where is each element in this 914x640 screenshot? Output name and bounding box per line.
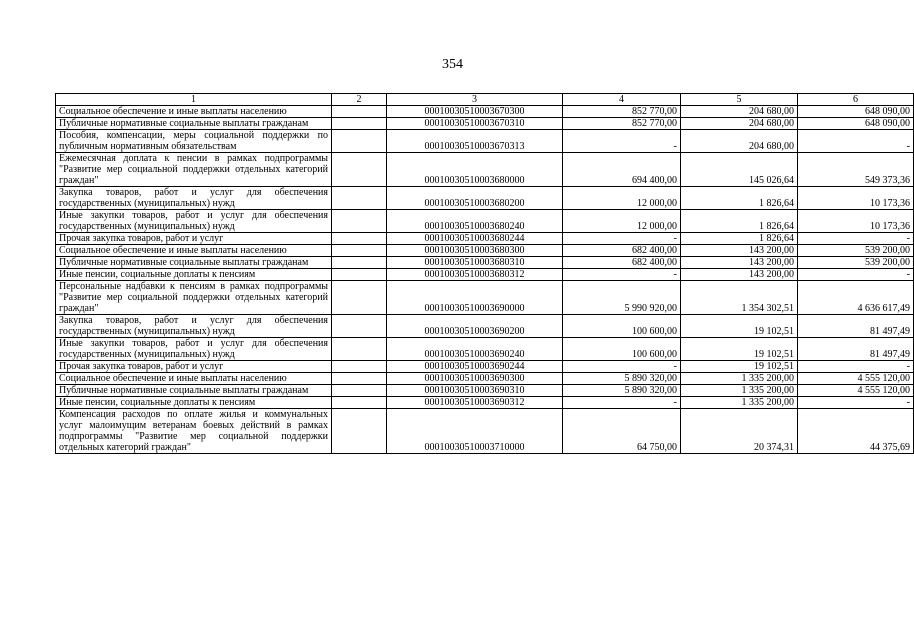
row-name-cell: Социальное обеспечение и иные выплаты населению (56, 106, 332, 118)
row-col2-cell (332, 315, 387, 338)
table-row (56, 210, 914, 233)
row-col5-cell: 19 102,51 (681, 338, 798, 361)
row-col5-cell: 1 335 200,00 (681, 373, 798, 385)
budget-table (55, 93, 914, 454)
row-col5-cell: 1 826,64 (681, 233, 798, 245)
row-col6-cell: 10 173,36 (798, 210, 914, 233)
row-name-cell: Публичные нормативные социальные выплаты гражданам (56, 385, 332, 397)
row-col6-cell: 549 373,36 (798, 153, 914, 187)
header-col-3: 3 (387, 94, 563, 106)
row-col4-cell: - (563, 361, 681, 373)
row-col6-cell: - (798, 269, 914, 281)
row-name-cell: Прочая закупка товаров, работ и услуг (56, 361, 332, 373)
page-number: 354 (442, 57, 463, 72)
row-col2-cell (332, 245, 387, 257)
row-col4-cell: - (563, 130, 681, 153)
row-col6-cell: 4 636 617,49 (798, 281, 914, 315)
row-name-cell: Компенсация расходов по оплате жилья и коммунальных услуг малоимущим ветеранам боевых действий в рамках подпрограммы "Развитие мер социальной поддержки отдельных категорий граждан" (56, 409, 332, 454)
row-code-cell: 00010030510003690300 (387, 373, 563, 385)
row-col2-cell (332, 361, 387, 373)
header-col-4: 4 (563, 94, 681, 106)
table-header (56, 94, 914, 106)
row-col2-cell (332, 281, 387, 315)
table-row (56, 233, 914, 245)
row-col2-cell (332, 118, 387, 130)
row-col2-cell (332, 257, 387, 269)
row-col5-cell: 19 102,51 (681, 315, 798, 338)
row-col6-cell: 648 090,00 (798, 106, 914, 118)
row-code-cell: 00010030510003690000 (387, 281, 563, 315)
row-col5-cell: 145 026,64 (681, 153, 798, 187)
row-name-cell: Публичные нормативные социальные выплаты гражданам (56, 118, 332, 130)
row-col6-cell: 10 173,36 (798, 187, 914, 210)
row-name-cell: Ежемесячная доплата к пенсии в рамках подпрограммы "Развитие мер социальной поддержки отдельных категорий граждан" (56, 153, 332, 187)
row-name-cell: Персональные надбавки к пенсиям в рамках подпрограммы "Развитие мер социальной поддержки отдельных категорий граждан" (56, 281, 332, 315)
row-col4-cell: 682 400,00 (563, 245, 681, 257)
table-row (56, 361, 914, 373)
row-col5-cell: 19 102,51 (681, 361, 798, 373)
row-col6-cell: - (798, 233, 914, 245)
row-code-cell: 00010030510003670313 (387, 130, 563, 153)
row-code-cell: 00010030510003670310 (387, 118, 563, 130)
row-code-cell: 00010030510003690240 (387, 338, 563, 361)
row-col5-cell: 1 354 302,51 (681, 281, 798, 315)
row-name-cell: Публичные нормативные социальные выплаты гражданам (56, 257, 332, 269)
table-row (56, 257, 914, 269)
row-col2-cell (332, 373, 387, 385)
row-col4-cell: - (563, 269, 681, 281)
row-code-cell: 00010030510003680300 (387, 245, 563, 257)
row-col2-cell (332, 187, 387, 210)
row-col2-cell (332, 269, 387, 281)
row-code-cell: 00010030510003710000 (387, 409, 563, 454)
row-col4-cell: 5 890 320,00 (563, 385, 681, 397)
table-row (56, 385, 914, 397)
table-row (56, 106, 914, 118)
row-col5-cell: 143 200,00 (681, 257, 798, 269)
row-col6-cell: 648 090,00 (798, 118, 914, 130)
row-col5-cell: 1 335 200,00 (681, 385, 798, 397)
row-col5-cell: 1 826,64 (681, 210, 798, 233)
row-col6-cell: 539 200,00 (798, 257, 914, 269)
row-col6-cell: - (798, 361, 914, 373)
row-col2-cell (332, 130, 387, 153)
header-col-2: 2 (332, 94, 387, 106)
row-col2-cell (332, 397, 387, 409)
row-col4-cell: 682 400,00 (563, 257, 681, 269)
row-col4-cell: - (563, 233, 681, 245)
row-col6-cell: 4 555 120,00 (798, 373, 914, 385)
row-code-cell: 00010030510003680200 (387, 187, 563, 210)
row-col4-cell: 100 600,00 (563, 315, 681, 338)
row-col6-cell: 81 497,49 (798, 338, 914, 361)
table-row (56, 153, 914, 187)
table-row (56, 118, 914, 130)
row-name-cell: Закупка товаров, работ и услуг для обеспечения государственных (муниципальных) нужд (56, 187, 332, 210)
row-col2-cell (332, 338, 387, 361)
row-code-cell: 00010030510003670300 (387, 106, 563, 118)
row-col5-cell: 20 374,31 (681, 409, 798, 454)
row-col5-cell: 1 826,64 (681, 187, 798, 210)
row-col4-cell: 5 990 920,00 (563, 281, 681, 315)
row-col5-cell: 143 200,00 (681, 245, 798, 257)
row-code-cell: 00010030510003690244 (387, 361, 563, 373)
row-code-cell: 00010030510003690200 (387, 315, 563, 338)
row-col4-cell: 100 600,00 (563, 338, 681, 361)
table-row (56, 397, 914, 409)
row-name-cell: Иные закупки товаров, работ и услуг для обеспечения государственных (муниципальных) нужд (56, 210, 332, 233)
row-col2-cell (332, 385, 387, 397)
row-code-cell: 00010030510003680000 (387, 153, 563, 187)
row-col4-cell: 5 890 320,00 (563, 373, 681, 385)
row-name-cell: Закупка товаров, работ и услуг для обеспечения государственных (муниципальных) нужд (56, 315, 332, 338)
row-col4-cell: 694 400,00 (563, 153, 681, 187)
row-col6-cell: - (798, 130, 914, 153)
row-col2-cell (332, 233, 387, 245)
header-row (56, 94, 914, 106)
row-name-cell: Иные пенсии, социальные доплаты к пенсиям (56, 397, 332, 409)
row-code-cell: 00010030510003680312 (387, 269, 563, 281)
row-name-cell: Прочая закупка товаров, работ и услуг (56, 233, 332, 245)
row-code-cell: 00010030510003680240 (387, 210, 563, 233)
row-code-cell: 00010030510003680310 (387, 257, 563, 269)
row-col2-cell (332, 106, 387, 118)
row-col5-cell: 143 200,00 (681, 269, 798, 281)
row-col6-cell: 539 200,00 (798, 245, 914, 257)
header-col-6: 6 (798, 94, 914, 106)
header-col-5: 5 (681, 94, 798, 106)
row-name-cell: Социальное обеспечение и иные выплаты населению (56, 245, 332, 257)
table-row (56, 269, 914, 281)
row-col4-cell: - (563, 397, 681, 409)
table-row (56, 281, 914, 315)
table-row (56, 187, 914, 210)
row-code-cell: 00010030510003690312 (387, 397, 563, 409)
row-name-cell: Иные пенсии, социальные доплаты к пенсиям (56, 269, 332, 281)
row-col4-cell: 12 000,00 (563, 210, 681, 233)
row-col4-cell: 12 000,00 (563, 187, 681, 210)
row-col5-cell: 204 680,00 (681, 130, 798, 153)
header-col-1: 1 (56, 94, 332, 106)
table-row (56, 130, 914, 153)
row-col4-cell: 852 770,00 (563, 118, 681, 130)
row-col5-cell: 204 680,00 (681, 106, 798, 118)
row-col6-cell: - (798, 397, 914, 409)
row-col4-cell: 64 750,00 (563, 409, 681, 454)
table-row (56, 338, 914, 361)
row-col5-cell: 1 335 200,00 (681, 397, 798, 409)
table-row (56, 409, 914, 454)
row-code-cell: 00010030510003680244 (387, 233, 563, 245)
table-body (56, 106, 914, 454)
row-col2-cell (332, 409, 387, 454)
table-row (56, 373, 914, 385)
row-col5-cell: 204 680,00 (681, 118, 798, 130)
row-col2-cell (332, 210, 387, 233)
row-col6-cell: 4 555 120,00 (798, 385, 914, 397)
row-name-cell: Пособия, компенсации, меры социальной поддержки по публичным нормативным обязательствам (56, 130, 332, 153)
row-code-cell: 00010030510003690310 (387, 385, 563, 397)
row-col2-cell (332, 153, 387, 187)
table-row (56, 315, 914, 338)
row-name-cell: Иные закупки товаров, работ и услуг для обеспечения государственных (муниципальных) нужд (56, 338, 332, 361)
row-col4-cell: 852 770,00 (563, 106, 681, 118)
table-row (56, 245, 914, 257)
row-col6-cell: 44 375,69 (798, 409, 914, 454)
row-name-cell: Социальное обеспечение и иные выплаты населению (56, 373, 332, 385)
row-col6-cell: 81 497,49 (798, 315, 914, 338)
